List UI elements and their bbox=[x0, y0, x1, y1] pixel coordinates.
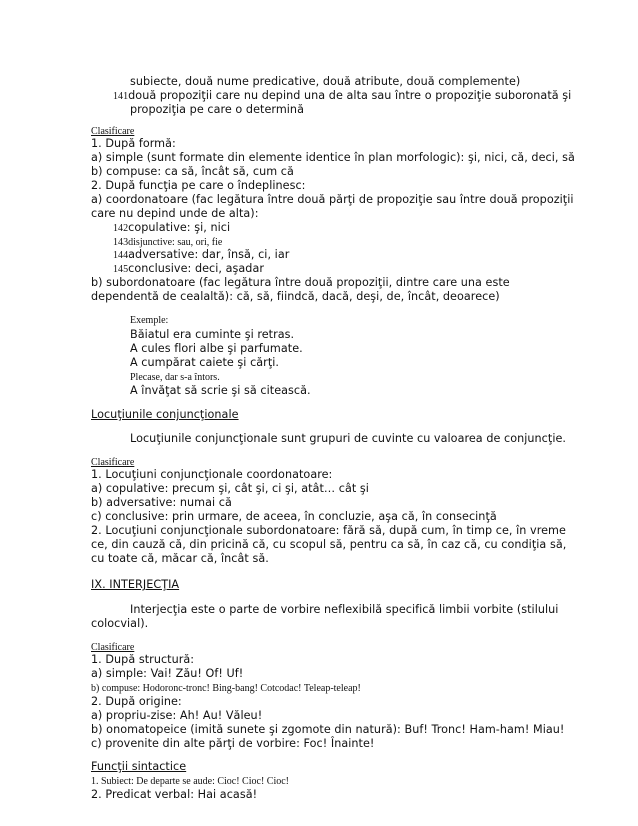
example-line: A învăţat să scrie şi să citească. bbox=[130, 384, 311, 397]
paragraph-line: colocvial). bbox=[91, 617, 149, 630]
text-line: subiecte, două nume predicative, două atribute, două complemente) bbox=[130, 75, 521, 88]
paragraph-line: Locuţiunile conjuncţionale sunt grupuri de cuvinte cu valoarea de conjuncţie. bbox=[130, 432, 567, 445]
text-line: 2. După funcţia pe care o îndeplinesc: bbox=[91, 179, 306, 192]
chapter-heading: IX. INTERJECŢIA bbox=[91, 578, 180, 591]
example-label: Exemple: bbox=[130, 315, 169, 326]
line-number: 143 bbox=[113, 237, 129, 248]
text-line: cu toate că, măcar că, încât să. bbox=[91, 552, 269, 565]
text-line: 1. După structură: bbox=[91, 653, 195, 666]
text-line: b) compuse: Hodoronc-tronc! Bing-bang! Cotcodac! Teleap-teleap! bbox=[91, 683, 361, 694]
line-number: 142 bbox=[113, 223, 129, 234]
text-line: c) provenite din alte părţi de vorbire: Foc! Înainte! bbox=[91, 737, 375, 750]
text-line: 1. Subiect: De departe se aude: Cioc! Cioc! Cioc! bbox=[91, 776, 289, 787]
text-line: b) compuse: ca să, încât să, cum că bbox=[91, 165, 294, 178]
text-line: a) coordonatoare (fac legătura între două părţi de propoziţie sau între două propoziţii bbox=[91, 193, 574, 206]
text-line: 1. Locuţiuni conjuncţionale coordonatoare: bbox=[91, 468, 333, 481]
section-heading: Locuţiunile conjuncţionale bbox=[91, 408, 239, 421]
text-span: disjunctive: sau, ori, fie bbox=[128, 237, 223, 248]
paragraph-line: Interjecţia este o parte de vorbire neflexibilă specifică limbii vorbite (stilului bbox=[130, 603, 559, 616]
text-span: adversative: dar, însă, ci, iar bbox=[128, 248, 290, 261]
section-label: Clasificare bbox=[91, 126, 135, 137]
text-line: c) conclusive: prin urmare, de aceea, în concluzie, aşa că, în consecinţă bbox=[91, 510, 497, 523]
text-line: care nu depind unde de alta): bbox=[91, 207, 259, 220]
text-line: b) adversative: numai că bbox=[91, 496, 232, 509]
text-line: propoziţia pe care o determină bbox=[130, 103, 304, 116]
example-line: Plecase, dar s-a întors. bbox=[130, 372, 220, 383]
text-span: două propoziţii care nu depind una de alta sau între o propoziţie suboronată şi bbox=[128, 89, 572, 102]
text-line: a) simple: Vai! Zău! Of! Uf! bbox=[91, 667, 244, 680]
line-number: 141 bbox=[113, 91, 129, 102]
text-line: 1. După formă: bbox=[91, 137, 176, 150]
text-line: b) onomatopeice (imită sunete şi zgomote din natură): Buf! Tronc! Ham-ham! Miau! bbox=[91, 723, 565, 736]
line-number: 145 bbox=[113, 264, 129, 275]
text-span: conclusive: deci, aşadar bbox=[128, 262, 265, 275]
text-line bbox=[113, 262, 264, 276]
line-number: 144 bbox=[113, 250, 129, 261]
text-line: dependentă de cealaltă): că, să, fiindcă, dacă, deşi, de, încât, deoarece) bbox=[91, 290, 500, 303]
text-line: b) subordonatoare (fac legătura între două propoziţii, dintre care una este bbox=[91, 276, 510, 289]
section-heading: Funcţii sintactice bbox=[91, 760, 187, 773]
example-line: Băiatul era cuminte şi retras. bbox=[130, 328, 295, 341]
section-label: Clasificare bbox=[91, 457, 135, 468]
text-line: a) simple (sunt formate din elemente identice în plan morfologic): şi, nici, că, deci, să bbox=[91, 151, 575, 164]
text-line: a) copulative: precum şi, cât şi, ci şi, atât… cât şi bbox=[91, 482, 369, 495]
text-line bbox=[113, 89, 571, 103]
text-line bbox=[113, 235, 222, 249]
text-line bbox=[113, 221, 230, 235]
example-line: A cules flori albe şi parfumate. bbox=[130, 342, 303, 355]
text-line: 2. După origine: bbox=[91, 695, 182, 708]
text-span: copulative: şi, nici bbox=[128, 221, 231, 234]
text-line: 2. Locuţiuni conjuncţionale subordonatoare: fără să, după cum, în timp ce, în vreme bbox=[91, 524, 566, 537]
section-label: Clasificare bbox=[91, 642, 135, 653]
text-line: 2. Predicat verbal: Hai acasă! bbox=[91, 788, 258, 801]
text-line: ce, din cauză că, din pricină că, cu scopul să, pentru ca să, în caz că, cu condiţia să, bbox=[91, 538, 567, 551]
example-line: A cumpărat caiete şi cărţi. bbox=[130, 356, 280, 369]
text-line bbox=[113, 248, 289, 262]
text-line: a) propriu-zise: Ah! Au! Văleu! bbox=[91, 709, 263, 722]
